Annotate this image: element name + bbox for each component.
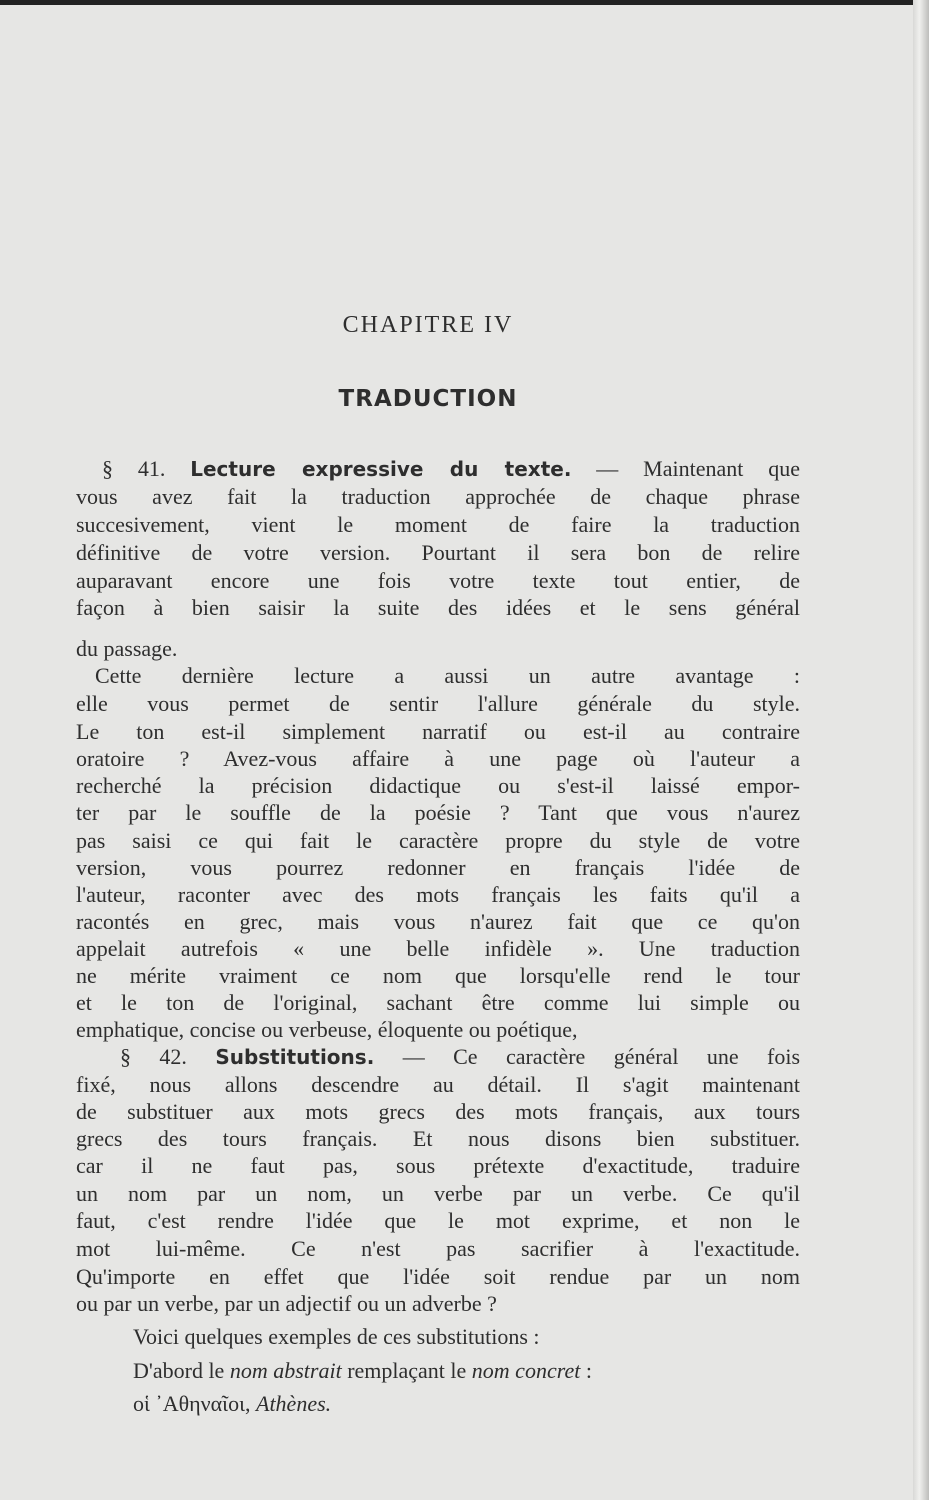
italic-text: nom abstrait — [229, 1358, 342, 1383]
text-run: — Ce caractère général une fois — [374, 1044, 800, 1069]
text-run: D'abord le — [133, 1358, 230, 1383]
text-run: appelait autrefois « une belle infidèle ». Une traduction — [76, 936, 800, 961]
text-run: ou par un verbe, par un adjectif ou un adverbe ? — [76, 1291, 497, 1316]
section-heading: Substitutions. — [215, 1045, 375, 1069]
text-run: grecs des tours français. Et nous disons bien substituer. — [76, 1126, 800, 1151]
text-line — [76, 718, 800, 746]
text-run: — Maintenant que — [571, 456, 800, 481]
text-run: recherché la précision didactique ou s'est-il laissé empor- — [76, 773, 800, 798]
text-run: succesivement, vient le moment de faire la traduction — [76, 512, 800, 537]
text-run: Le ton est-il simplement narratif ou est-il au contraire — [76, 719, 800, 744]
text-line — [76, 1290, 497, 1318]
text-line — [76, 1235, 800, 1263]
text-run: racontés en grec, mais vous n'aurez fait que ce qu'on — [76, 909, 800, 934]
text-line — [133, 1323, 540, 1351]
text-line — [133, 1357, 592, 1385]
text-run: faut, c'est rendre l'idée que le mot exprime, et non le — [76, 1208, 800, 1233]
text-line — [76, 690, 800, 718]
text-line — [76, 962, 800, 990]
text-run: façon à bien saisir la suite des idées et le sens général — [76, 595, 800, 620]
text-line — [76, 1207, 800, 1235]
text-line — [120, 1043, 800, 1071]
text-line — [76, 1125, 800, 1153]
page-right-edge — [913, 0, 929, 1500]
text-run: du passage. — [76, 636, 178, 661]
text-run: mot lui-même. Ce n'est pas sacrifier à l'exactitude. — [76, 1236, 800, 1261]
text-run: : — [580, 1358, 592, 1383]
text-run: version, vous pourrez redonner en français l'idée de — [76, 855, 800, 880]
text-run: oratoire ? Avez-vous affaire à une page où l'auteur a — [76, 746, 800, 771]
text-run: Cette dernière lecture a aussi un autre avantage : — [95, 663, 800, 688]
text-line — [76, 567, 800, 595]
text-line — [76, 854, 800, 882]
section-heading: Lecture expressive du texte. — [190, 457, 572, 481]
text-line — [76, 1180, 800, 1208]
text-line — [76, 1263, 800, 1291]
text-line — [76, 539, 800, 567]
text-line — [76, 1152, 800, 1180]
text-run: elle vous permet de sentir l'allure générale du style. — [76, 691, 800, 716]
text-run: remplaçant le — [341, 1358, 472, 1383]
text-run: de substituer aux mots grecs des mots français, aux tours — [76, 1099, 800, 1124]
text-line — [76, 989, 800, 1017]
text-run: ter par le souffle de la poésie ? Tant que vous n'aurez — [76, 800, 800, 825]
italic-text: nom concret — [471, 1358, 581, 1383]
text-line — [76, 511, 800, 539]
text-run: pas saisi ce qui fait le caractère propre du style de votre — [76, 828, 800, 853]
text-line — [76, 799, 800, 827]
chapter-title: TRADUCTION — [338, 386, 518, 412]
text-line — [76, 827, 800, 855]
text-line — [102, 455, 800, 483]
page-top-edge — [0, 0, 929, 5]
text-run: emphatique, concise ou verbeuse, éloquente ou poétique, — [76, 1017, 578, 1042]
text-line — [76, 908, 800, 936]
text-line — [133, 1390, 331, 1418]
text-line — [76, 483, 800, 511]
text-run: car il ne faut pas, sous prétexte d'exactitude, traduire — [76, 1153, 800, 1178]
text-line — [76, 745, 800, 773]
text-run: vous avez fait la traduction approchée de chaque phrase — [76, 484, 800, 509]
text-run: ne mérite vraiment ce nom que lorsqu'elle rend le tour — [76, 963, 800, 988]
text-run: définitive de votre version. Pourtant il sera bon de relire — [76, 540, 800, 565]
text-run: et le ton de l'original, sachant être comme lui simple ou — [76, 990, 800, 1015]
text-line — [76, 1016, 578, 1044]
text-run: un nom par un nom, un verbe par un verbe. Ce qu'il — [76, 1181, 800, 1206]
text-run: fixé, nous allons descendre au détail. Il s'agit maintenant — [76, 1072, 800, 1097]
text-run: § 42. — [120, 1044, 216, 1069]
chapter-heading: CHAPITRE IV — [342, 312, 514, 338]
text-line — [76, 635, 177, 663]
text-line — [76, 772, 800, 800]
text-run: Qu'importe en effet que l'idée soit rendue par un nom — [76, 1264, 800, 1289]
text-run: Voici quelques exemples de ces substitutions : — [133, 1324, 540, 1349]
italic-text: Athènes. — [256, 1391, 332, 1416]
text-line — [76, 594, 800, 622]
text-run: l'auteur, raconter avec des mots français les faits qu'il a — [76, 882, 800, 907]
text-line — [76, 881, 800, 909]
text-run: § 41. — [102, 456, 191, 481]
text-line — [76, 935, 800, 963]
text-run: auparavant encore une fois votre texte tout entier, de — [76, 568, 800, 593]
text-line — [76, 1098, 800, 1126]
text-line — [95, 662, 800, 690]
text-line — [76, 1071, 800, 1099]
text-run: οἱ ᾿Αθηναῖοι, — [133, 1391, 256, 1416]
